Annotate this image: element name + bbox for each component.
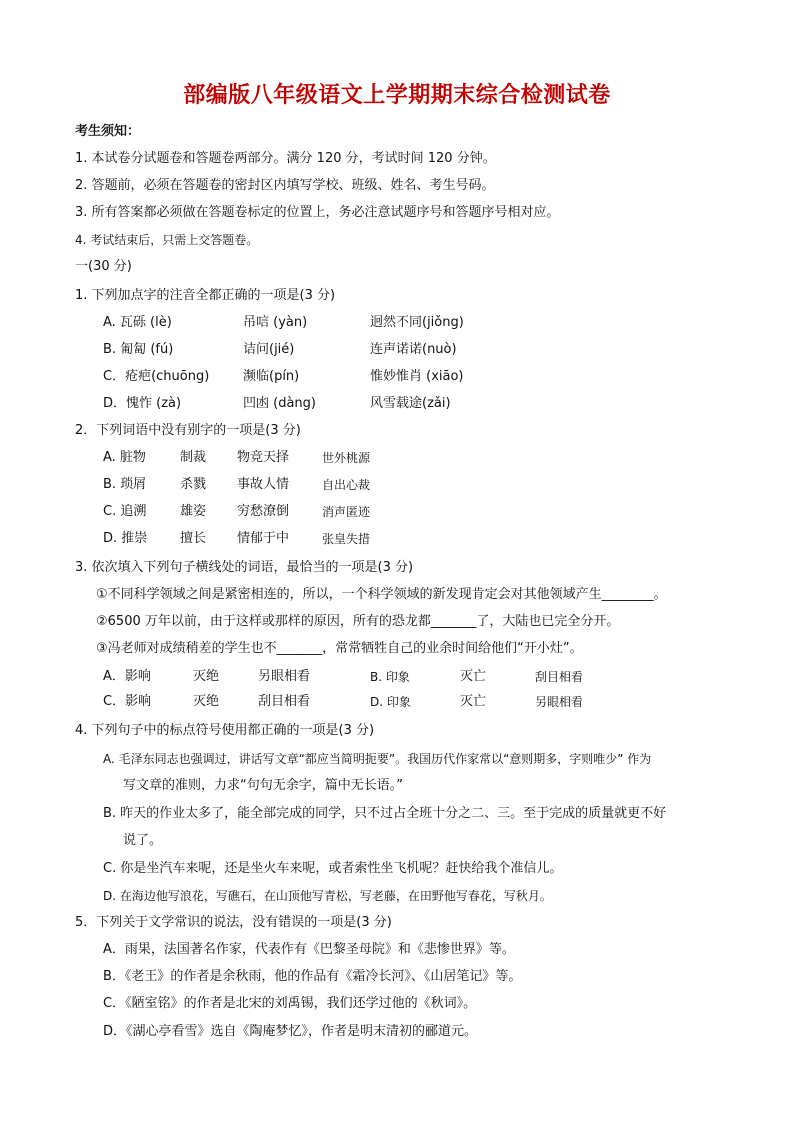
option-c-word3: 惟妙惟肖 (xiāo) (370, 369, 464, 384)
sentence: ①不同科学领域之间是紧密相连的，所以，一个科学领域的新发现肯定会对其他领域产生________。 (96, 587, 667, 602)
option-c-word3: 刮目相看 (258, 694, 311, 709)
option-a-word3: 另眼相看 (258, 669, 311, 684)
option-a-word2: 吊唁 (yàn) (243, 315, 308, 330)
notice-item: 1. 本试卷分试题卷和答题卷两部分。满分 120 分，考试时间 120 分钟。 (75, 151, 496, 166)
notice-heading: 考生须知： (75, 124, 141, 139)
option-a-word1: A. 瓦砾 (lè) (103, 315, 172, 330)
option-a-word1: A．影响 (103, 669, 151, 684)
page-title: 部编版八年级语文上学期期末综合检测试卷 (183, 82, 611, 108)
option-b-word4: 自出心裁 (322, 478, 371, 492)
question-stem: 5．下列关于文学常识的说法，没有错误的一项是(3 分) (75, 915, 392, 930)
option-b: B．《老王》的作者是余秋雨，他的作品有《霜冷长河》、《山居笔记》等。 (103, 969, 522, 984)
option-d-word2: 灭亡 (460, 694, 487, 709)
option-d-word1: D. 印象 (370, 695, 411, 709)
option-d-word1: D．愧怍 (zà) (103, 396, 182, 411)
option-a: A．雨果，法国著名作家，代表作有《巴黎圣母院》和《悲惨世界》等。 (103, 942, 515, 957)
option-d-word4: 张皇失措 (322, 532, 371, 546)
option-b-word2: 杀戮 (180, 477, 207, 492)
option-a-word3: 物竞天择 (237, 450, 290, 465)
option-b-word3: 刮目相看 (535, 670, 584, 684)
option-a-word1: A. 脏物 (103, 450, 146, 465)
option-c-word1: C．疮疤(chuōng) (103, 369, 210, 384)
option-a-word2: 灭绝 (193, 669, 220, 684)
option-a-word4: 世外桃源 (322, 451, 371, 465)
option-d-word3: 另眼相看 (535, 695, 584, 709)
question-stem: 3. 依次填入下列句子横线处的词语，最恰当的一项是(3 分) (75, 560, 414, 575)
notice-item: 3. 所有答案都必须做在答题卷标定的位置上，务必注意试题序号和答题序号相对应。 (75, 205, 560, 220)
question-stem: 4. 下列句子中的标点符号使用都正确的一项是(3 分) (75, 723, 375, 738)
option-c-word1: C．影响 (103, 694, 152, 709)
question-stem: 2．下列词语中没有别字的一项是(3 分) (75, 423, 301, 438)
option-a-line2: 写文章的准则，力求“句句无余字，篇中无长语。” (123, 778, 403, 793)
option-b-word2: 诘问(jié) (243, 342, 295, 357)
option-d-word3: 情郁于中 (237, 531, 290, 546)
option-c-word3: 穷愁潦倒 (237, 504, 290, 519)
option-a-word3: 迥然不同(jiǒng) (370, 315, 464, 330)
option-b-word1: B. 匍匐 (fú) (103, 342, 174, 357)
option-c-word2: 雄姿 (180, 504, 207, 519)
option-c-word1: C. 追溯 (103, 504, 147, 519)
option-d-word2: 擅长 (180, 531, 207, 546)
option-d: D．《湖心亭看雪》选自《陶庵梦忆》，作者是明末清初的郦道元。 (103, 1024, 478, 1039)
option-c: C．《陋室铭》的作者是北宋的刘禹锡，我们还学过他的《秋词》。 (103, 996, 477, 1011)
sentence: ③冯老师对成绩稍差的学生也不_______，常常牺牲自己的业余时间给他们“开小灶”。 (96, 641, 583, 656)
option-b-line1: B. 昨天的作业太多了，能全部完成的同学，只不过占全班十分之二、三。至于完成的质量就更不好 (103, 806, 667, 821)
option-d-word1: D. 推崇 (103, 531, 148, 546)
option-b-word2: 灭亡 (460, 669, 487, 684)
sentence: ②6500 万年以前，由于这样或那样的原因，所有的恐龙都_______了，大陆也已完全分开。 (96, 614, 620, 629)
option-a-line1: A. 毛泽东同志也强调过，讲话写文章“都应当简明扼要”。我国历代作家常以“意则期多，字则唯少” 作为 (103, 752, 652, 766)
section-heading: 一(30 分) (75, 259, 132, 274)
option-d: D. 在海边他写浪花，写礁石，在山顶他写青松，写老藤，在田野他写春花，写秋月。 (103, 889, 552, 903)
option-a-word2: 制裁 (180, 450, 207, 465)
option-b-word3: 事故人情 (237, 477, 290, 492)
option-c-word2: 灭绝 (193, 694, 220, 709)
option-b-word1: B. 印象 (370, 670, 410, 684)
option-d-word2: 凹凼 (dàng) (243, 396, 316, 411)
option-c-word2: 濒临(pín) (243, 369, 300, 384)
notice-item: 4. 考试结束后，只需上交答题卷。 (75, 233, 259, 247)
question-stem: 1. 下列加点字的注音全都正确的一项是(3 分) (75, 288, 336, 303)
notice-item: 2. 答题前，必须在答题卷的密封区内填写学校、班级、姓名、考生号码。 (75, 178, 495, 193)
option-c: C. 你是坐汽车来呢，还是坐火车来呢，或者索性坐飞机呢？赶快给我个准信儿。 (103, 861, 563, 876)
option-b-line2: 说了。 (123, 833, 163, 848)
option-b-word3: 连声诺诺(nuò) (370, 342, 457, 357)
option-d-word3: 风雪载途(zǎi) (370, 396, 451, 411)
option-b-word1: B. 琐屑 (103, 477, 147, 492)
option-c-word4: 消声匿迹 (322, 505, 371, 519)
